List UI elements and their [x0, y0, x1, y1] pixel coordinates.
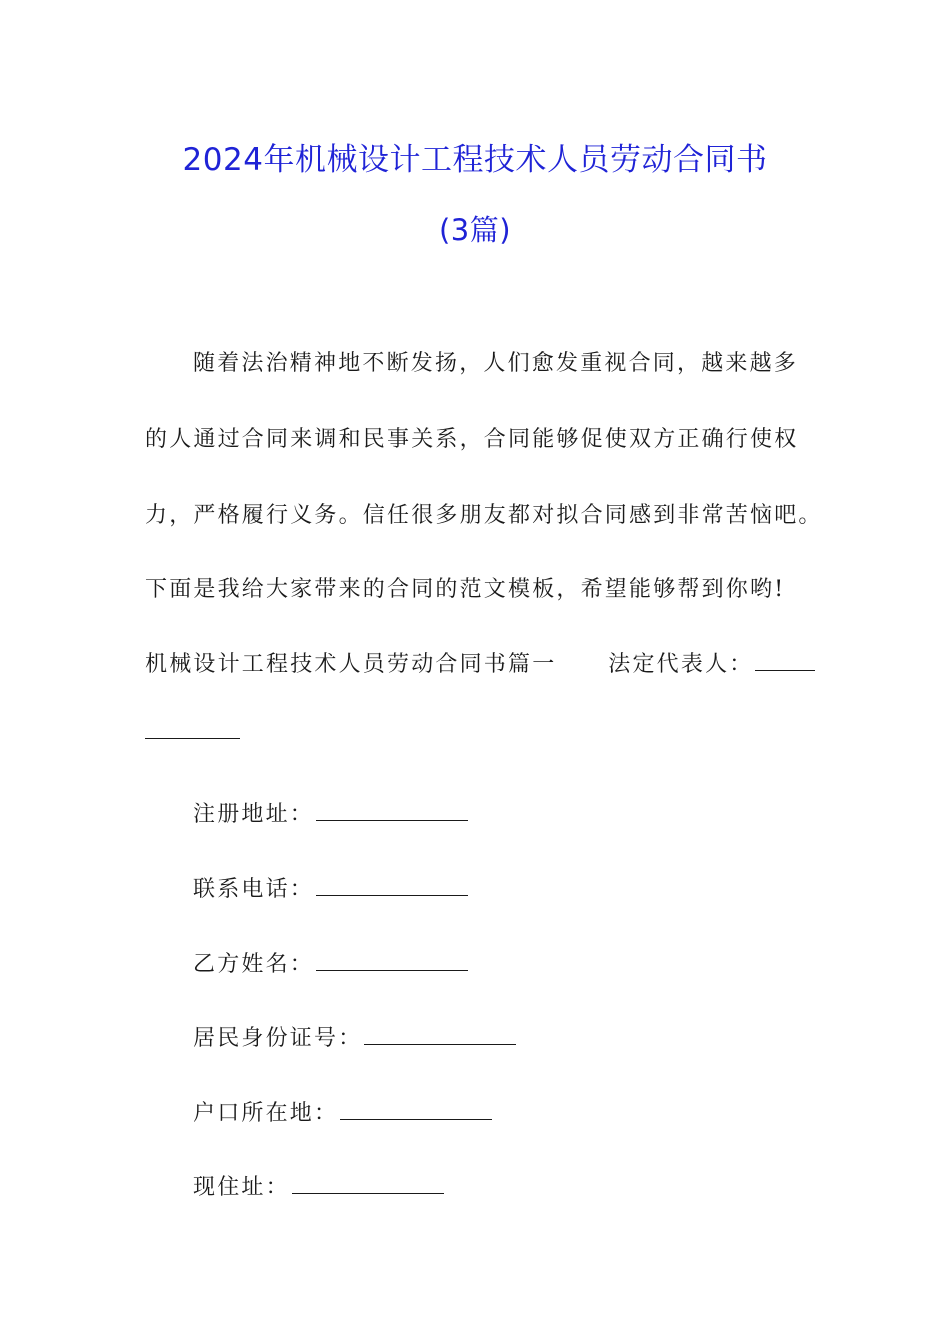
- intro-line-4: 下面是我给大家带来的合同的范文模板，希望能够帮到你哟!: [145, 577, 786, 602]
- field-blank[interactable]: [316, 952, 468, 971]
- field-blank[interactable]: [292, 1175, 444, 1194]
- document-title: 2024年机械设计工程技术人员劳动合同书: [182, 142, 768, 178]
- legal-rep-blank-continued[interactable]: [145, 720, 240, 739]
- legal-rep-label: 法定代表人：: [608, 652, 754, 677]
- intro-line-3: 力，严格履行义务。信任很多朋友都对拟合同感到非常苦恼吧。: [145, 503, 823, 528]
- field-label: 联系电话：: [193, 877, 315, 902]
- field-household-registration: [193, 1096, 492, 1127]
- field-blank[interactable]: [316, 802, 468, 821]
- field-label: 户口所在地：: [193, 1101, 339, 1126]
- field-contact-phone: [193, 872, 468, 903]
- field-blank[interactable]: [340, 1101, 492, 1120]
- field-current-address: [193, 1170, 444, 1201]
- section-heading: 机械设计工程技术人员劳动合同书篇一: [145, 652, 557, 677]
- intro-line-1: 随着法治精神地不断发扬，人们愈发重视合同，越来越多: [193, 351, 799, 376]
- field-registered-address: [193, 797, 468, 828]
- field-party-b-name: [193, 947, 468, 978]
- legal-rep-blank[interactable]: [755, 652, 815, 671]
- field-label: 乙方姓名：: [193, 952, 315, 977]
- field-label: 注册地址：: [193, 802, 315, 827]
- field-blank[interactable]: [364, 1026, 516, 1045]
- field-resident-id: [193, 1021, 516, 1052]
- field-blank[interactable]: [316, 877, 468, 896]
- intro-line-2: 的人通过合同来调和民事关系，合同能够促使双方正确行使权: [145, 427, 799, 452]
- field-label: 居民身份证号：: [193, 1026, 363, 1051]
- field-label: 现住址：: [193, 1175, 290, 1200]
- document-subtitle: (3篇): [438, 213, 512, 247]
- section-heading-row: [145, 647, 815, 678]
